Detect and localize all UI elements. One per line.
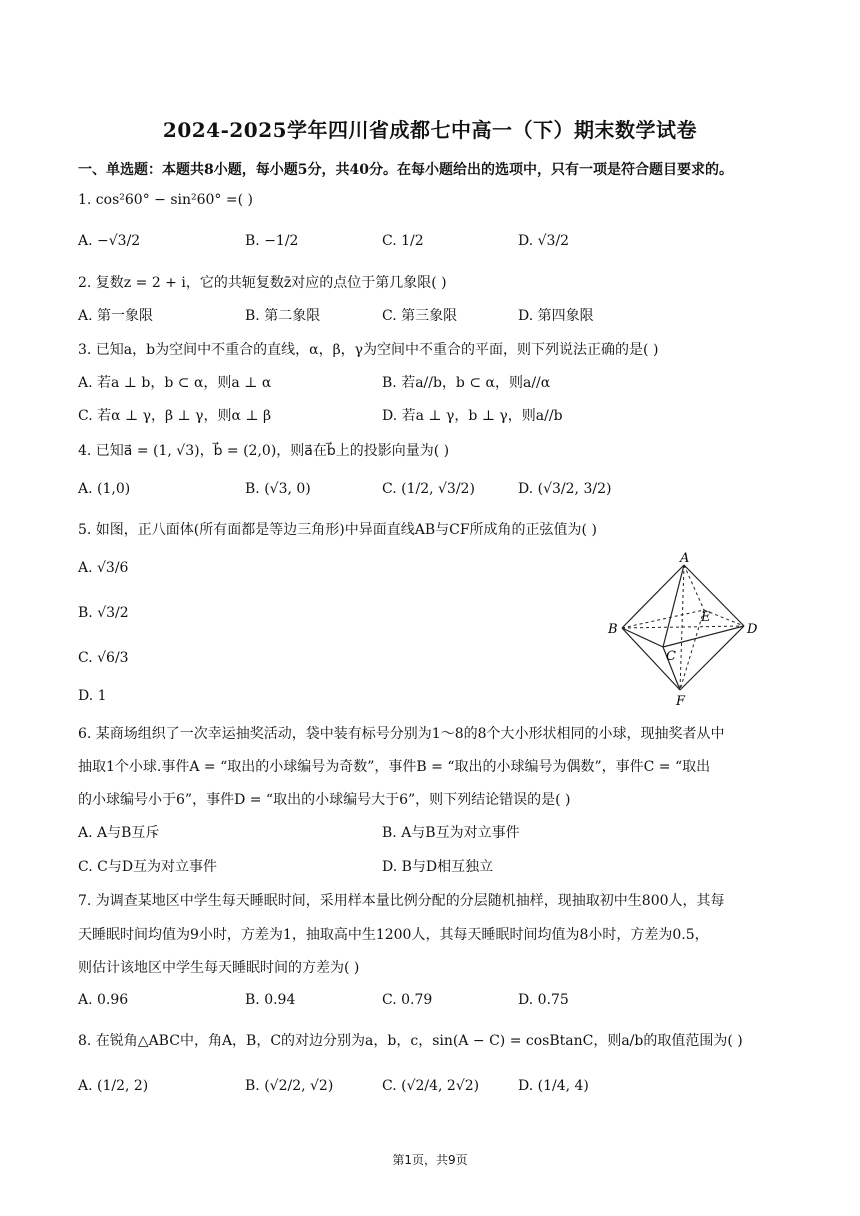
- q7-option-b: B. 0.94: [245, 992, 296, 1008]
- q5-option-d: D. 1: [78, 688, 107, 704]
- q8-option-a: A. (1/2, 2): [78, 1078, 149, 1094]
- edge-cd: [663, 626, 744, 647]
- diagonal-af: [680, 565, 684, 690]
- edge-bc: [622, 628, 663, 647]
- q3-option-a: A. 若a ⊥ b，b ⊂ α，则a ⊥ α: [78, 375, 272, 391]
- q1-option-a: A. −√3/2: [78, 233, 141, 249]
- vertex-label-f: F: [676, 694, 686, 709]
- edge-ad: [684, 565, 744, 626]
- q2-option-a: A. 第一象限: [78, 308, 154, 324]
- q1-option-c: C. 1/2: [382, 233, 424, 249]
- q3-option-d: D. 若a ⊥ γ，b ⊥ γ，则a//b: [382, 408, 563, 424]
- vertex-label-c: C: [666, 649, 676, 664]
- q6-option-c: C. C与D互为对立事件: [78, 859, 218, 875]
- q5-option-b: B. √3/2: [78, 605, 129, 621]
- page-footer: 第1页，共9页: [392, 1153, 468, 1167]
- question-7-line-3: 则估计该地区中学生每天睡眠时间的方差为( ): [78, 960, 360, 976]
- q7-option-d: D. 0.75: [518, 992, 569, 1008]
- edge-ab: [622, 565, 684, 628]
- edge-ae: [684, 565, 704, 610]
- q8-option-b: B. (√2/2, √2): [245, 1078, 334, 1094]
- question-7-line-2: 天睡眠时间均值为9小时，方差为1，抽取高中生1200人，其每天睡眠时间均值为8小时，方差为0.5，: [78, 927, 709, 943]
- q2-option-b: B. 第二象限: [245, 308, 321, 324]
- q7-option-c: C. 0.79: [382, 992, 433, 1008]
- question-3-stem: 3. 已知a，b为空间中不重合的直线，α，β，γ为空间中不重合的平面，则下列说法正确的是( ): [78, 342, 659, 358]
- question-6-line-2: 抽取1个小球.事件A = “取出的小球编号为奇数”，事件B = “取出的小球编号为偶数”，事件C = “取出: [78, 759, 711, 775]
- question-8-stem: 8. 在锐角△ABC中，角A，B，C的对边分别为a，b，c，sin(A − C) = cosBtanC，则a/b的取值范围为( ): [78, 1033, 743, 1049]
- question-5-stem: 5. 如图，正八面体(所有面都是等边三角形)中异面直线AB与CF所成角的正弦值为( ): [78, 522, 597, 538]
- vertex-label-e: E: [701, 610, 711, 625]
- q2-option-c: C. 第三象限: [382, 308, 458, 324]
- q7-option-a: A. 0.96: [78, 992, 129, 1008]
- q8-option-c: C. (√2/4, 2√2): [382, 1078, 480, 1094]
- q4-option-b: B. (√3, 0): [245, 481, 311, 497]
- q3-option-c: C. 若α ⊥ γ，β ⊥ γ，则α ⊥ β: [78, 408, 272, 424]
- vertex-label-a: A: [680, 551, 690, 566]
- q6-option-a: A. A与B互斥: [78, 825, 160, 841]
- question-6-line-3: 的小球编号小于6”，事件D = “取出的小球编号大于6”，则下列结论错误的是( ): [78, 792, 571, 808]
- q6-option-d: D. B与D相互独立: [382, 859, 494, 875]
- q3-option-b: B. 若a//b，b ⊂ α，则a//α: [382, 375, 551, 391]
- q5-option-a: A. √3/6: [78, 560, 129, 576]
- q4-option-a: A. (1,0): [78, 481, 131, 497]
- edge-ac: [663, 565, 684, 647]
- octahedron-figure: [600, 550, 770, 710]
- vertex-label-d: D: [747, 622, 758, 637]
- q4-option-c: C. (1/2, √3/2): [382, 481, 475, 497]
- question-2-stem: 2. 复数z = 2 + i，它的共轭复数z̄对应的点位于第几象限( ): [78, 275, 447, 291]
- question-6-line-1: 6. 某商场组织了一次幸运抽奖活动，袋中装有标号分别为1～8的8个大小形状相同的小球，现抽奖者从中: [78, 726, 725, 742]
- question-1-stem: 1. cos²60° − sin²60° =( ): [78, 192, 253, 208]
- diagonal-bd: [622, 626, 744, 628]
- q6-option-b: B. A与B互为对立事件: [382, 825, 520, 841]
- question-7-line-1: 7. 为调查某地区中学生每天睡眠时间，采用样本量比例分配的分层随机抽样，现抽取初中生800人，其每: [78, 893, 725, 909]
- q8-option-d: D. (1/4, 4): [518, 1078, 589, 1094]
- q4-option-d: D. (√3/2, 3/2): [518, 481, 612, 497]
- question-4-stem: 4. 已知a⃗ = (1, √3)，b⃗ = (2,0)，则a⃗在b⃗上的投影向量为( ): [78, 443, 450, 459]
- q5-option-c: C. √6/3: [78, 650, 129, 666]
- edge-be: [622, 610, 704, 628]
- exam-title: 2024-2025学年四川省成都七中高一（下）期末数学试卷: [162, 118, 698, 142]
- q2-option-d: D. 第四象限: [518, 308, 594, 324]
- vertex-label-b: B: [608, 622, 618, 637]
- section-heading: 一、单选题：本题共8小题，每小题5分，共40分。在每小题给出的选项中，只有一项是符合题目要求的。: [78, 162, 733, 178]
- q1-option-b: B. −1/2: [245, 233, 299, 249]
- q1-option-d: D. √3/2: [518, 233, 570, 249]
